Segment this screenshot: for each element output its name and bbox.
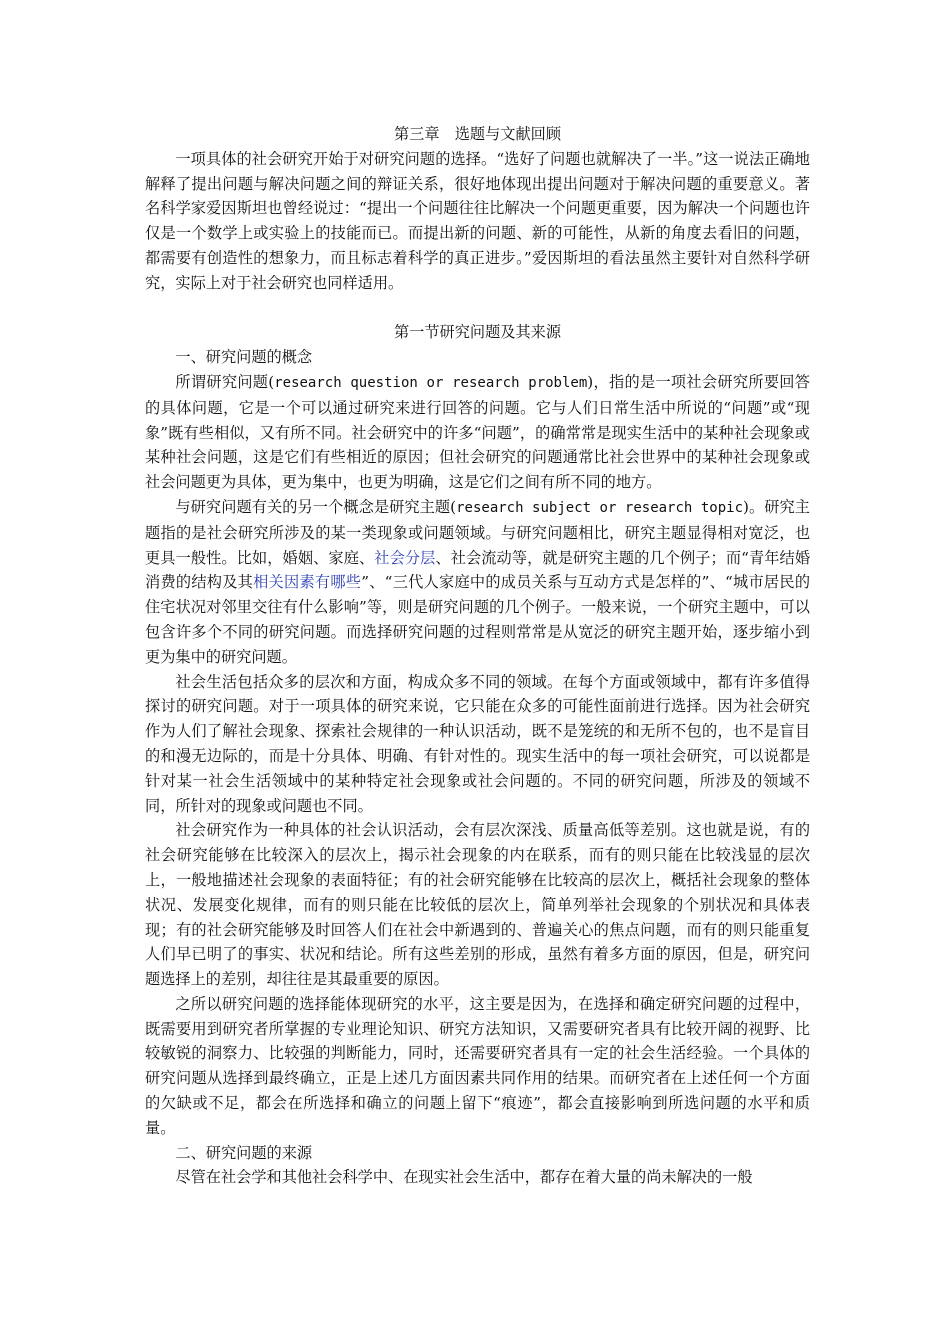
- paragraph-research-question: [145, 370, 810, 495]
- text-run: )。研究主题指的是社会研究所涉及的某一类现象或问题领域。与研究问题相比，研究主题显得相对宽泛，也更具一般性。比如，婚姻、家庭、: [145, 497, 810, 567]
- paragraph-research-quality: 之所以研究问题的选择能体现研究的水平，这主要是因为，在选择和确定研究问题的过程中，既需要用到研究者所掌握的专业理论知识、研究方法知识，又需要研究者具有比较开阔的视野、比较敏锐的洞察力、比较强的判断能力，同时，还需要研究者具有一定的社会生活经验。一个具体的研究问题从选择到最终确立，正是上述几方面因素共同作用的结果。而研究者在上述任何一个方面的欠缺或不足，都会在所选择和确立的问题上留下“痕迹”，都会直接影响到所选问题的水平和质量。: [145, 994, 810, 1137]
- paragraph-research-topic: [145, 495, 810, 670]
- link-social-stratification[interactable]: 社会分层: [374, 548, 436, 567]
- text-run: 、社会流动等，就是研究主题的几个例子；而“青年结婚消费的结构及其: [145, 548, 811, 592]
- text-run: 所谓研究问题(: [175, 372, 275, 391]
- sub-heading-sources: 二、研究问题的来源: [175, 1143, 313, 1162]
- text-run: )，指的是一项社会研究所要回答的具体问题，它是一个可以通过研究来进行回答的问题。它与人们日常生活中所说的“问题”或“现象”既有些相似，又有所不同。社会研究中的许多“问题”，的确常常是现实生活中的某种社会现象或某种社会问题，这是它们有些相近的原因；但社会研究的问题通常比社会世界中的某种社会现象或社会问题更为具体，更为集中，也更为明确，这是它们之间有所不同的地方。: [145, 372, 810, 492]
- intro-paragraph: 一项具体的社会研究开始于对研究问题的选择。“选好了问题也就解决了一半。”这一说法正确地解释了提出问题与解决问题之间的辩证关系，很好地体现出提出问题对于解决问题的重要意义。著名科学家爱因斯坦也曾经说过：“提出一个问题往往比解决一个问题更重要，因为解决一个问题也许仅是一个数学上或实验上的技能而已。而提出新的问题、新的可能性，从新的角度去看旧的问题，都需要有创造性的想象力，而且标志着科学的真正进步。”爱因斯坦的看法虽然主要针对自然科学研究，实际上对于社会研究也同样适用。: [145, 149, 810, 292]
- english-term: research question or research problem: [274, 374, 588, 391]
- document-page: [145, 122, 810, 1190]
- paragraph-sources: 尽管在社会学和其他社会科学中、在现实社会生活中，都存在着大量的尚未解决的一般: [175, 1168, 753, 1187]
- text-run: ”、“三代人家庭中的成员关系与互动方式是怎样的”、“城市居民的住宅状况对邻里交往有什么影响”等，则是研究问题的几个例子。一般来说，一个研究主题中，可以包含许多个不同的研究问题。而选择研究问题的过程则常常是从宽泛的研究主题开始，逐步缩小到更为集中的研究问题。: [145, 573, 811, 666]
- paragraph-research-levels: 社会研究作为一种具体的社会认识活动，会有层次深浅、质量高低等差别。这也就是说，有的社会研究能够在比较深入的层次上，揭示社会现象的内在联系，而有的则只能在比较浅显的层次上，一般地描述社会现象的表面特征；有的社会研究能够在比较高的层次上，概括社会现象的整体状况、发展变化规律，而有的则只能在比较低的层次上，简单列举社会现象的个别状况和具体表现；有的社会研究能够及时回答人们在社会中新遇到的、普遍关心的焦点问题，而有的则只能重复人们早已明了的事实、状况和结论。所有这些差别的形成，虽然有着多方面的原因，但是，研究问题选择上的差别，却往往是其最重要的原因。: [145, 821, 810, 989]
- paragraph-social-life: 社会生活包括众多的层次和方面，构成众多不同的领域。在每个方面或领域中，都有许多值得探讨的研究问题。对于一项具体的研究来说，它只能在众多的可能性面前进行选择。因为社会研究作为人们了解社会现象、探索社会规律的一种认识活动，既不是笼统的和无所不包的，也不是盲目的和漫无边际的，而是十分具体、明确、有针对性的。现实生活中的每一项社会研究，可以说都是针对某一社会生活领域中的某种特定社会现象或社会问题的。不同的研究问题，所涉及的领域不同，所针对的现象或问题也不同。: [145, 672, 810, 815]
- chapter-title: 第三章 选题与文献回顾: [393, 125, 562, 143]
- sub-heading-concept: 一、研究问题的概念: [175, 348, 313, 367]
- link-related-factors[interactable]: 相关因素有哪些: [253, 573, 362, 592]
- text-run: 与研究问题有关的另一个概念是研究主题(: [175, 497, 457, 516]
- section-title: 第一节研究问题及其来源: [393, 323, 562, 342]
- english-term: research subject or research topic: [456, 499, 743, 516]
